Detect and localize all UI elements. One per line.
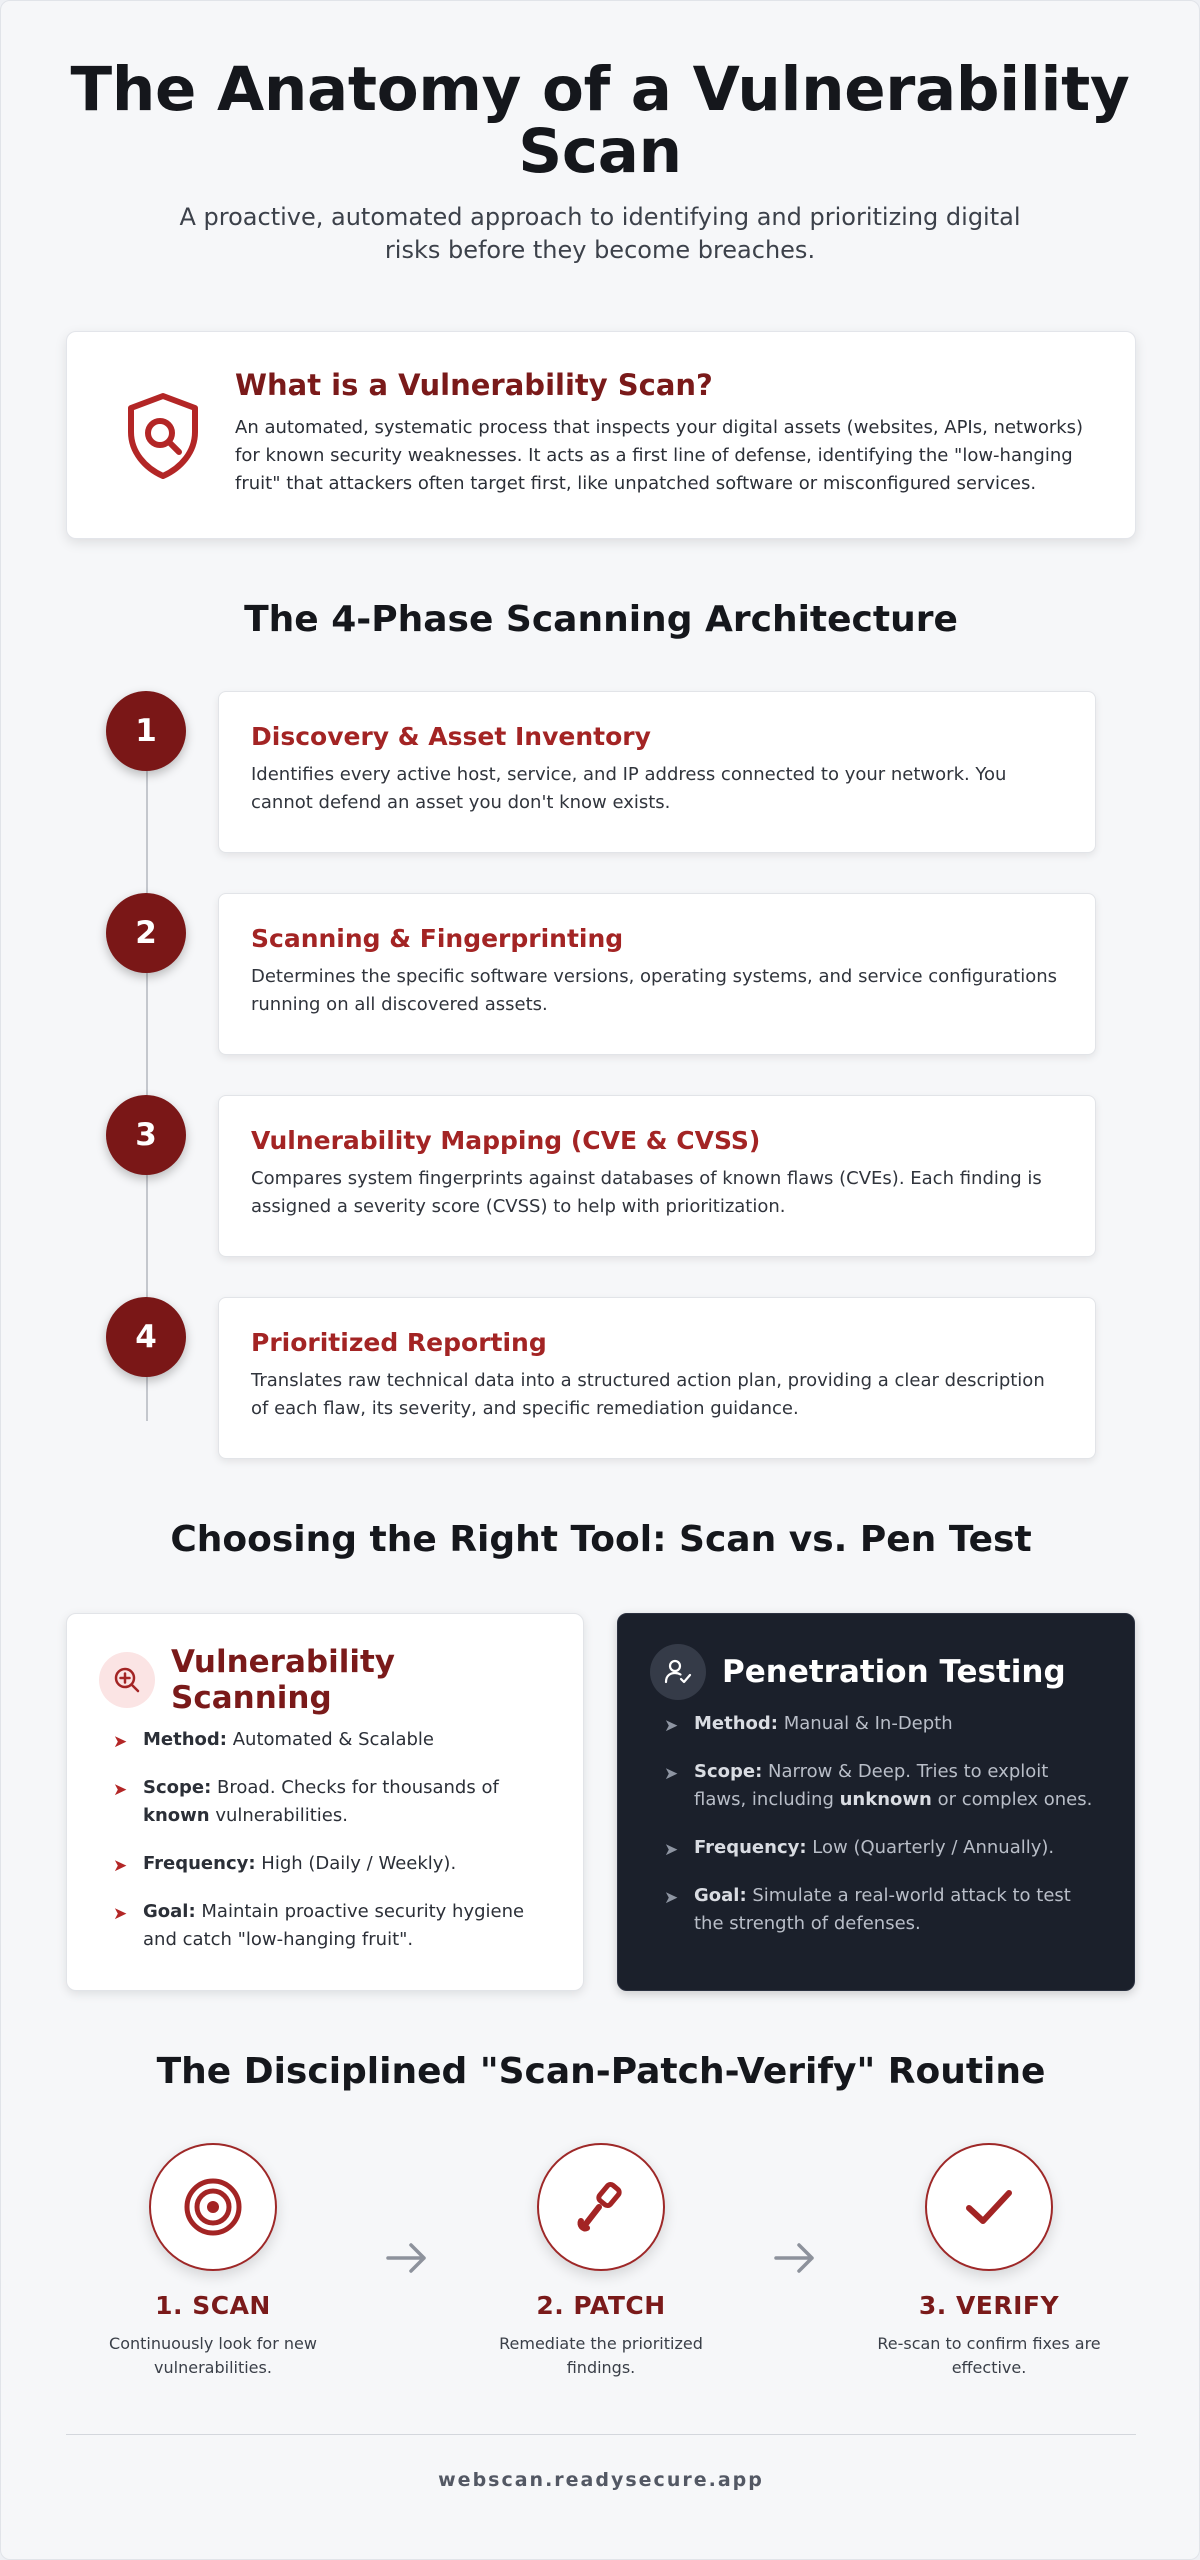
phase-body: Identifies every active host, service, and IP address connected to your network. You cannot defend an asset you don't know exists. [251,764,1007,813]
phase-number: 4 [106,1297,186,1377]
phase-number: 3 [106,1095,186,1175]
phase-title: Discovery & Asset Inventory [251,722,651,751]
routine-step-patch [451,2143,751,2380]
list-item: ➤ Scope: Narrow & Deep. Tries to exploit flaws, including unknown or complex ones. [664,1761,1093,1810]
magnify-plus-icon [99,1652,155,1708]
page-subtitle: A proactive, automated approach to identifying and prioritizing digital risks before they become breaches. [179,203,1021,264]
step-body: Re-scan to confirm fixes are effective. [877,2334,1101,2377]
bullet-arrow-icon: ➤ [113,1780,128,1800]
routine-title: The Disciplined "Scan-Patch-Verify" Routine [156,2051,1046,2092]
routine-step-verify [839,2143,1139,2380]
bullet-arrow-icon: ➤ [113,1856,128,1876]
bullet-arrow-icon: ➤ [113,1732,128,1752]
intro-card [66,331,1136,539]
target-icon [149,2143,277,2271]
list-item: ➤ Frequency: High (Daily / Weekly). [99,1850,551,1878]
pen-list [650,1710,1102,1938]
phase-number: 1 [106,691,186,771]
list-item: ➤ Method: Automated & Scalable [99,1726,551,1754]
routine-step-scan [63,2143,363,2380]
bandage-icon [537,2143,665,2271]
arrow-right-icon [384,2235,430,2281]
phase-body: Determines the specific software versions, operating systems, and service configurations running on all discovered assets. [251,966,1058,1015]
list-item: ➤ Method: Manual & In-Depth [650,1710,1102,1738]
phase-body: Translates raw technical data into a structured action plan, providing a clear description of each flaw, its severity, and specific remediation guidance. [251,1370,1045,1419]
phase-card-reporting [218,1297,1096,1459]
hero [1,1,1199,267]
penetration-testing-card [617,1613,1135,1991]
phase-title: Scanning & Fingerprinting [251,924,624,953]
phase-card-mapping [218,1095,1096,1257]
intro-title: What is a Vulnerability Scan? [235,368,713,402]
card-title: Penetration Testing [722,1654,1066,1690]
page-title: The Anatomy of a Vulnerability Scan [70,54,1130,187]
phase-title: Vulnerability Mapping (CVE & CVSS) [251,1126,761,1155]
vuln-list [99,1726,551,1954]
list-item: ➤ Scope: Broad. Checks for thousands of known vulnerabilities. [113,1777,499,1826]
list-item: ➤ Goal: Maintain proactive security hygiene and catch "low-hanging fruit". [113,1901,525,1950]
arrow-right-icon [772,2235,818,2281]
checkmark-icon [925,2143,1053,2271]
footer-url: webscan.readysecure.app [438,2469,764,2491]
step-body: Remediate the prioritized findings. [499,2334,703,2377]
step-title: 1. SCAN [155,2291,271,2320]
phase-card-scanning [218,893,1096,1055]
phase-body: Compares system fingerprints against databases of known flaws (CVEs). Each finding is assigned a severity score (CVSS) to help with prioritization. [251,1168,1042,1217]
shield-search-icon [115,388,211,484]
card-title: Vulnerability Scanning [171,1644,395,1716]
bullet-arrow-icon: ➤ [664,1888,679,1908]
step-title: 3. VERIFY [918,2291,1060,2320]
bullet-arrow-icon: ➤ [664,1716,679,1736]
bullet-arrow-icon: ➤ [664,1840,679,1860]
list-item: ➤ Frequency: Low (Quarterly / Annually). [650,1834,1102,1862]
phase-card-discovery [218,691,1096,853]
footer-divider [66,2434,1136,2435]
step-title: 2. PATCH [536,2291,666,2320]
phase-title: Prioritized Reporting [251,1328,547,1357]
list-item: ➤ Goal: Simulate a real-world attack to test the strength of defenses. [664,1885,1071,1934]
phase-number: 2 [106,893,186,973]
architecture-title: The 4-Phase Scanning Architecture [244,599,958,640]
vulnerability-scanning-card [66,1613,584,1991]
intro-body: An automated, systematic process that inspects your digital assets (websites, APIs, networks) for known security weaknesses. It acts as a first line of defense, identifying the "low-hanging fruit" that attackers often target first, like unpatched software or misconfigured services. [235,417,1084,494]
bullet-arrow-icon: ➤ [664,1764,679,1784]
step-body: Continuously look for new vulnerabilities. [109,2334,317,2377]
comparison-title: Choosing the Right Tool: Scan vs. Pen Test [170,1519,1032,1560]
user-check-icon [650,1644,706,1700]
bullet-arrow-icon: ➤ [113,1904,128,1924]
